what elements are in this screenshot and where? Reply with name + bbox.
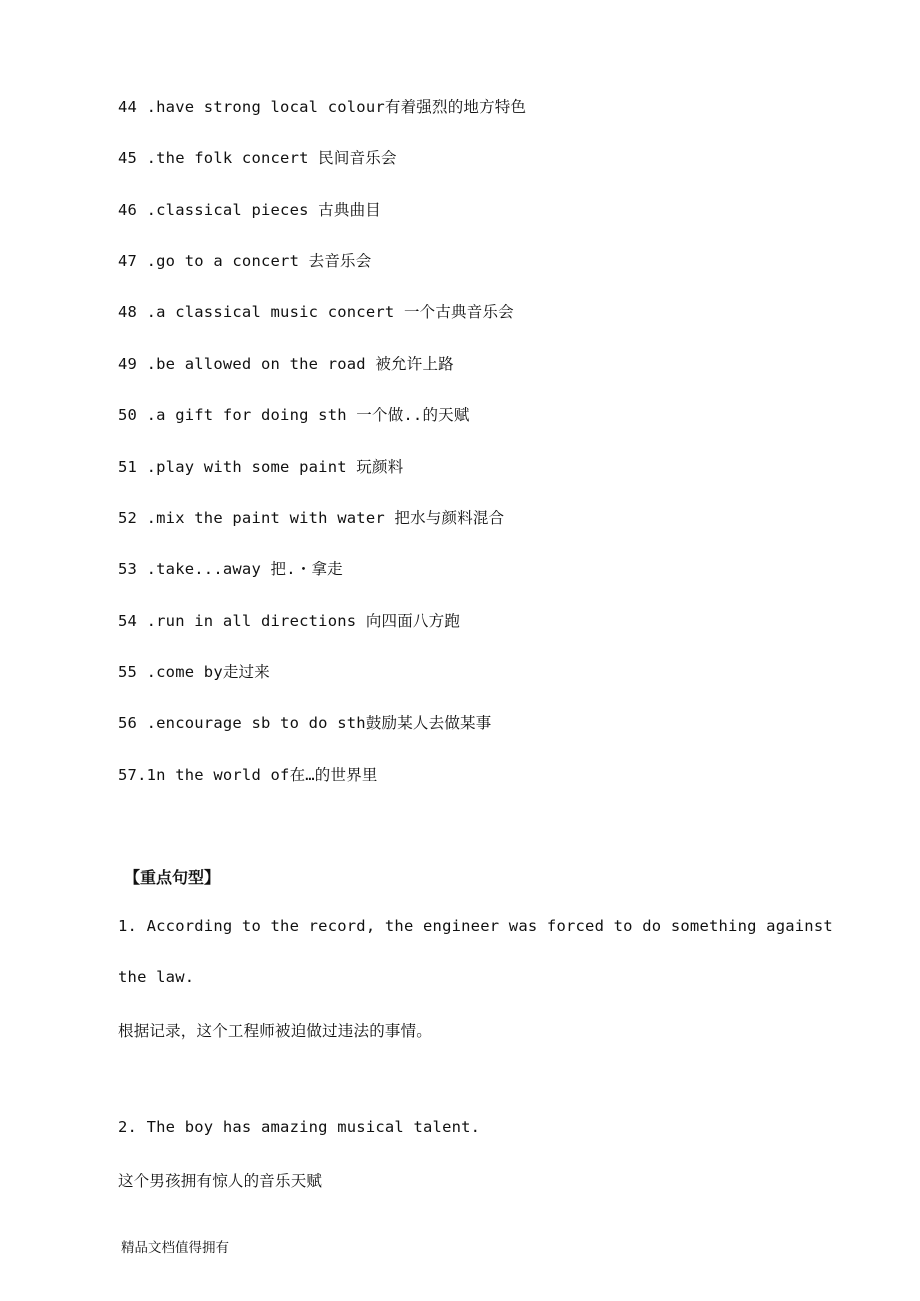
sentence-2-chinese: 这个男孩拥有惊人的音乐天赋	[118, 1172, 323, 1190]
sentence-1-chinese: 根据记录，这个工程师被迫做过违法的事情。	[118, 1022, 433, 1040]
sentence-1-english-line-2: the law.	[118, 968, 195, 986]
phrase-44: 44 .have strong local colour有着强烈的地方特色	[118, 98, 527, 116]
phrase-57: 57.1n the world of在…的世界里	[118, 766, 378, 784]
phrase-50: 50 .a gift for doing sth 一个做..的天赋	[118, 406, 470, 424]
page-footer: 精品文档值得拥有	[121, 1240, 229, 1256]
phrase-56: 56 .encourage sb to do sth鼓励某人去做某事	[118, 714, 492, 732]
phrase-45: 45 .the folk concert 民间音乐会	[118, 149, 397, 167]
phrase-53: 53 .take...away 把.・拿走	[118, 560, 343, 578]
phrase-46: 46 .classical pieces 古典曲目	[118, 201, 381, 219]
sentence-1-english-line-1: 1. According to the record, the engineer was forced to do something against	[118, 917, 833, 935]
section-heading: 【重点句型】	[124, 868, 221, 887]
phrase-52: 52 .mix the paint with water 把水与颜料混合	[118, 509, 505, 527]
phrase-49: 49 .be allowed on the road 被允许上路	[118, 355, 454, 373]
phrase-47: 47 .go to a concert 去音乐会	[118, 252, 372, 270]
phrase-48: 48 .a classical music concert 一个古典音乐会	[118, 303, 514, 321]
sentence-2-english: 2. The boy has amazing musical talent.	[118, 1118, 481, 1136]
phrase-54: 54 .run in all directions 向四面八方跑	[118, 612, 461, 630]
phrase-55: 55 .come by走过来	[118, 663, 270, 681]
phrase-51: 51 .play with some paint 玩颜料	[118, 458, 404, 476]
